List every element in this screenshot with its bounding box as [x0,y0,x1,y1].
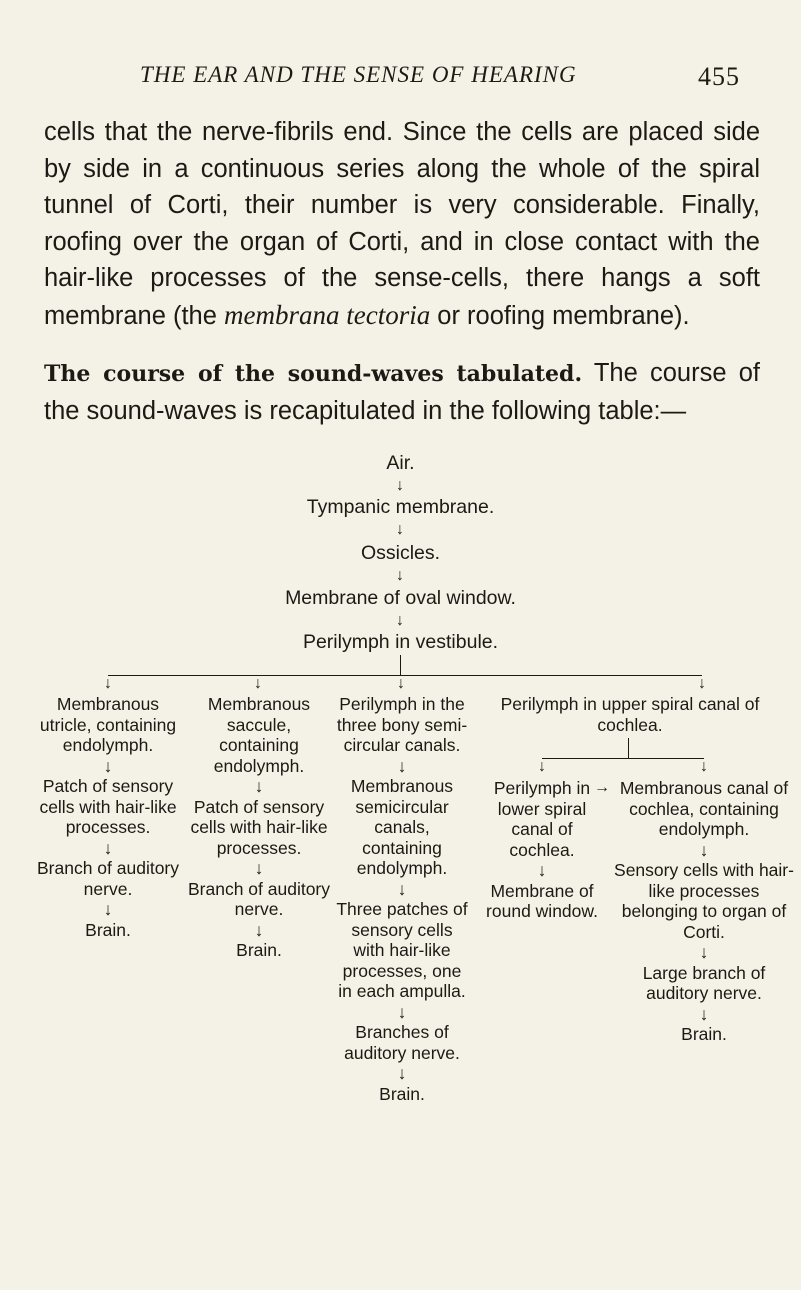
column-entry: Membranous canal of cochlea, containing endolymph. [619,778,789,839]
italic-term: membrana tectoria [224,299,431,330]
arrow-down-icon: ↓ [698,675,706,692]
arrow-down-icon: ↓ [254,675,262,692]
arrow-down-icon: ↓ [103,755,113,776]
paragraph-text: or roofing membrane). [430,301,690,330]
cochlea-bracket [542,758,704,759]
column-entry: Patch of sensory cells with hair-like processes. [39,776,177,837]
arrow-down-icon: ↓ [254,919,264,940]
column-entry: Branch of auditory nerve. [187,878,331,919]
chain-node-oval-window: Membrane of oval window. [285,587,516,609]
column-entry: Brain. [681,1024,727,1044]
column-entry: Large branch of auditory nerve. [642,962,766,1003]
branch-stem [400,655,401,675]
column-entry: Patch of sensory cells with hair-like processes. [190,796,328,858]
arrow-down-icon: ↓ [700,758,708,775]
arrow-down-icon: ↓ [699,942,709,962]
arrow-down-icon: ↓ [397,1001,407,1022]
paragraph-text: cells that the nerve-fibrils end. Since the cells are placed side by side in a continuous series along the whole of the spiral tunnel of Corti, their number is very considerable. Finally, roofing over the organ of Corti, and in close contact with the hair-like processes of the sense-cells, there hangs a soft membrane (the [44,118,760,330]
arrow-down-icon: ↓ [397,675,405,692]
arrow-down-icon: ↓ [699,1003,709,1024]
branch-semicircular [336,694,468,1104]
chain-node-ossicles: Ossicles. [360,542,441,564]
page-number: 455 [698,62,740,91]
arrow-down-icon: ↓ [396,477,404,494]
branch-cochlea-head: Perilymph in upper spiral canal of cochlea. [500,694,760,735]
cochlea-stem [628,738,629,758]
branch-utricle [33,694,183,940]
column-entry: Membrane of round window. [486,880,598,921]
column-entry: Three patches of sensory cells with hair-like processes, one in each ampulla. [336,899,468,1001]
column-entry: Brain. [85,919,131,940]
chain-node-tympanic: Tympanic membrane. [306,496,495,518]
column-entry: Perilymph in the three bony semi-circular canals. [336,694,468,755]
branch-lower-spiral [482,778,602,922]
column-entry: Membranous saccule, containing endolymph. [207,694,311,776]
arrow-down-icon: ↓ [699,839,709,860]
arrow-down-icon: ↓ [537,860,547,880]
chain-node-vestibule: Perilymph in vestibule. [302,631,499,653]
arrow-down-icon: ↓ [397,1063,407,1083]
arrow-down-icon: ↓ [254,776,264,796]
arrow-down-icon: ↓ [103,837,113,858]
arrow-right-icon: → [594,779,610,796]
arrow-down-icon: ↓ [396,567,404,584]
paragraph-corti [44,114,760,335]
column-entry: Branches of auditory nerve. [344,1022,460,1063]
column-entry: Branch of auditory nerve. [36,858,180,899]
column-entry: Membranous utricle, containing endolymph. [39,694,177,755]
column-entry: Perilymph in lower spiral canal of cochlea. [493,778,591,860]
branch-cochlear-canal [614,778,794,1045]
arrow-down-icon: ↓ [397,755,407,776]
paragraph-course [44,355,760,429]
arrow-down-icon: ↓ [538,758,546,775]
header-title: THE EAR AND THE SENSE OF HEARING [140,62,577,87]
branch-saccule [186,694,332,961]
column-entry: Brain. [236,940,282,960]
arrow-down-icon: ↓ [396,521,404,538]
arrow-down-icon: ↓ [396,612,404,629]
column-entry: Brain. [379,1083,425,1104]
column-entry: Membranous semicircular canals, containing endolymph. [350,776,454,878]
arrow-down-icon: ↓ [254,858,264,878]
paragraph-text: The course of the sound-waves is recapitulated in the following table:— [44,359,760,425]
arrow-down-icon: ↓ [103,899,113,919]
side-heading: The course of the sound-waves tabulated. [44,361,583,387]
column-entry: Sensory cells with hair-like processes belonging to organ of Corti. [614,860,794,942]
arrow-down-icon: ↓ [104,675,112,692]
chain-node-air: Air. [386,452,415,474]
arrow-down-icon: ↓ [397,878,407,899]
